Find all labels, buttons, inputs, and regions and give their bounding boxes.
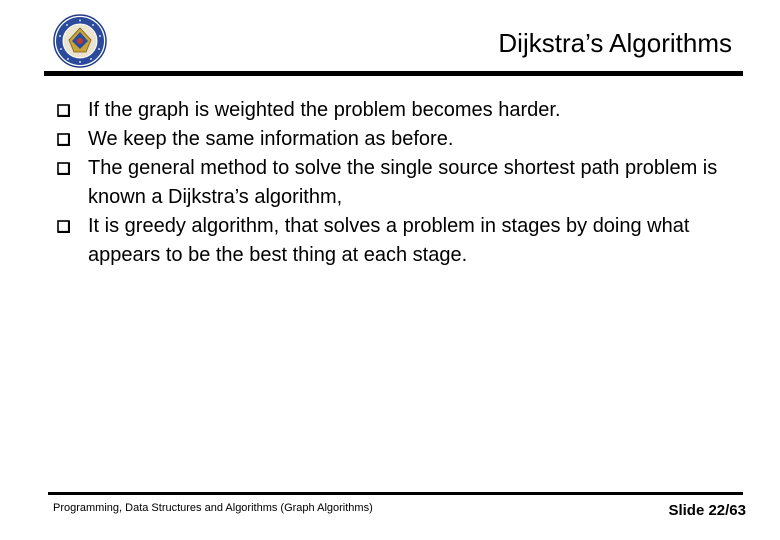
bullet-item	[57, 154, 747, 212]
bullet-text: The general method to solve the single source shortest path problem is known a Dijkstra’s algorithm,	[88, 157, 718, 208]
checkbox-bullet-icon	[57, 133, 70, 146]
checkbox-bullet-icon	[57, 162, 70, 175]
bullet-item	[57, 96, 747, 125]
bullet-list	[57, 96, 747, 270]
bullet-item	[57, 125, 747, 154]
slide-title: Dijkstra’s Algorithms	[498, 28, 732, 58]
bullet-item	[57, 212, 747, 270]
bullet-text: If the graph is weighted the problem becomes harder.	[88, 99, 561, 121]
footer-course-title: Programming, Data Structures and Algorithms (Graph Algorithms)	[53, 502, 373, 514]
title-divider	[44, 71, 743, 76]
bullet-text: We keep the same information as before.	[88, 128, 454, 150]
checkbox-bullet-icon	[57, 104, 70, 117]
footer-divider	[48, 492, 743, 495]
slide-number: Slide 22/63	[668, 502, 746, 519]
bullet-text: It is greedy algorithm, that solves a problem in stages by doing what appears to be the best thing at each stage.	[88, 215, 690, 266]
university-seal-icon	[53, 14, 107, 68]
checkbox-bullet-icon	[57, 220, 70, 233]
